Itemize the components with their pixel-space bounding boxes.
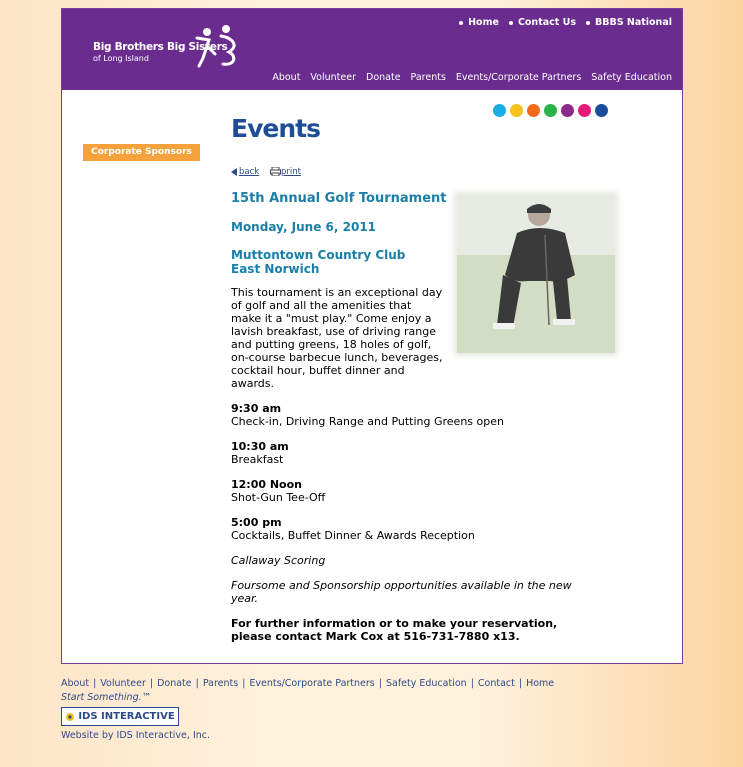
schedule-desc: Cocktails, Buffet Dinner & Awards Reception [231,529,475,542]
color-dot-icon [527,104,540,117]
tagline: Start Something.™ [61,692,152,703]
color-dot-icon [578,104,591,117]
page-title: Events [231,114,320,143]
event-title: 15th Annual Golf Tournament [231,191,447,206]
ids-gear-icon [65,712,75,722]
nav-donate[interactable]: Donate [366,72,401,83]
site-header [62,9,682,90]
schedule-time: 10:30 am [231,440,289,453]
schedule-item [231,478,601,504]
schedule-item [231,402,601,428]
page-tools [231,167,301,177]
color-dot-icon [510,104,523,117]
content-frame [61,8,683,664]
schedule-item [231,516,601,542]
ids-logo-text: IDS INTERACTIVE [78,711,175,722]
bullet-icon [586,21,590,25]
site-credit[interactable]: Website by IDS Interactive, Inc. [61,730,211,741]
footer-link-contact[interactable]: Contact [477,678,515,689]
venue-name: Muttontown Country Club [231,248,406,262]
footer-link-events[interactable]: Events/Corporate Partners [249,678,375,689]
back-arrow-icon [231,168,237,176]
nav-volunteer[interactable]: Volunteer [310,72,356,83]
footer-link-home[interactable]: Home [526,678,555,689]
foursome-note: Foursome and Sponsorship opportunities available in the new year. [231,579,572,605]
brand-logo-name[interactable]: Big Brothers Big Sisters [93,41,228,53]
top-link-contact[interactable]: Contact Us [509,17,576,28]
print-link[interactable]: print [281,167,301,177]
bullet-icon [509,21,513,25]
schedule-desc: Shot-Gun Tee-Off [231,491,326,504]
nav-safety-education[interactable]: Safety Education [591,72,672,83]
site-footer [61,678,721,741]
color-dot-icon [493,104,506,117]
color-dot-icon [544,104,557,117]
top-links [459,17,672,28]
golfer-photo [457,195,615,353]
footer-links: About | Volunteer | Donate | Parents | Events/Corporate Partners | Safety Education | Contact | Home [61,678,555,689]
main-nav [272,72,672,83]
back-link[interactable]: back [239,167,260,177]
schedule-time: 9:30 am [231,402,282,415]
footer-link-safety-education[interactable]: Safety Education [385,678,467,689]
nav-parents[interactable]: Parents [410,72,446,83]
color-dots [493,104,608,117]
top-link-home[interactable]: Home [459,17,499,28]
schedule-item [231,440,601,466]
nav-events[interactable]: Events/Corporate Partners [455,72,582,83]
venue-location: East Norwich [231,262,320,276]
bbbs-figure-icon [193,24,243,68]
top-link-bbbs-national[interactable]: BBBS National [586,17,672,28]
footer-link-about[interactable]: About [61,678,90,689]
scoring-note: Callaway Scoring [231,554,326,567]
schedule-desc: Check-in, Driving Range and Putting Greens open [231,415,504,428]
contact-note: For further information or to make your reservation, please contact Mark Cox at 516-731-7880 x13. [231,617,558,643]
schedule-desc: Breakfast [231,453,284,466]
footer-link-donate[interactable]: Donate [157,678,192,689]
printer-icon [270,167,281,176]
footer-link-volunteer[interactable]: Volunteer [100,678,146,689]
nav-about[interactable]: About [272,72,301,83]
footer-link-parents[interactable]: Parents [202,678,239,689]
schedule-time: 12:00 Noon [231,478,302,491]
ids-interactive-logo[interactable] [61,707,179,726]
corporate-sponsors-button[interactable]: Corporate Sponsors [83,144,200,161]
event-date: Monday, June 6, 2011 [231,220,377,234]
brand-logo-sub[interactable]: of Long Island [93,54,149,63]
bullet-icon [459,21,463,25]
schedule-time: 5:00 pm [231,516,282,529]
event-description: This tournament is an exceptional day of golf and all the amenities that make it a "must play." Come enjoy a lavish breakfast, use of driving range and putting greens, 18 holes of golf, on-course barbecue lunch, beverages, cocktail hour, buffet dinner and awards. [231,286,443,390]
color-dot-icon [595,104,608,117]
color-dot-icon [561,104,574,117]
